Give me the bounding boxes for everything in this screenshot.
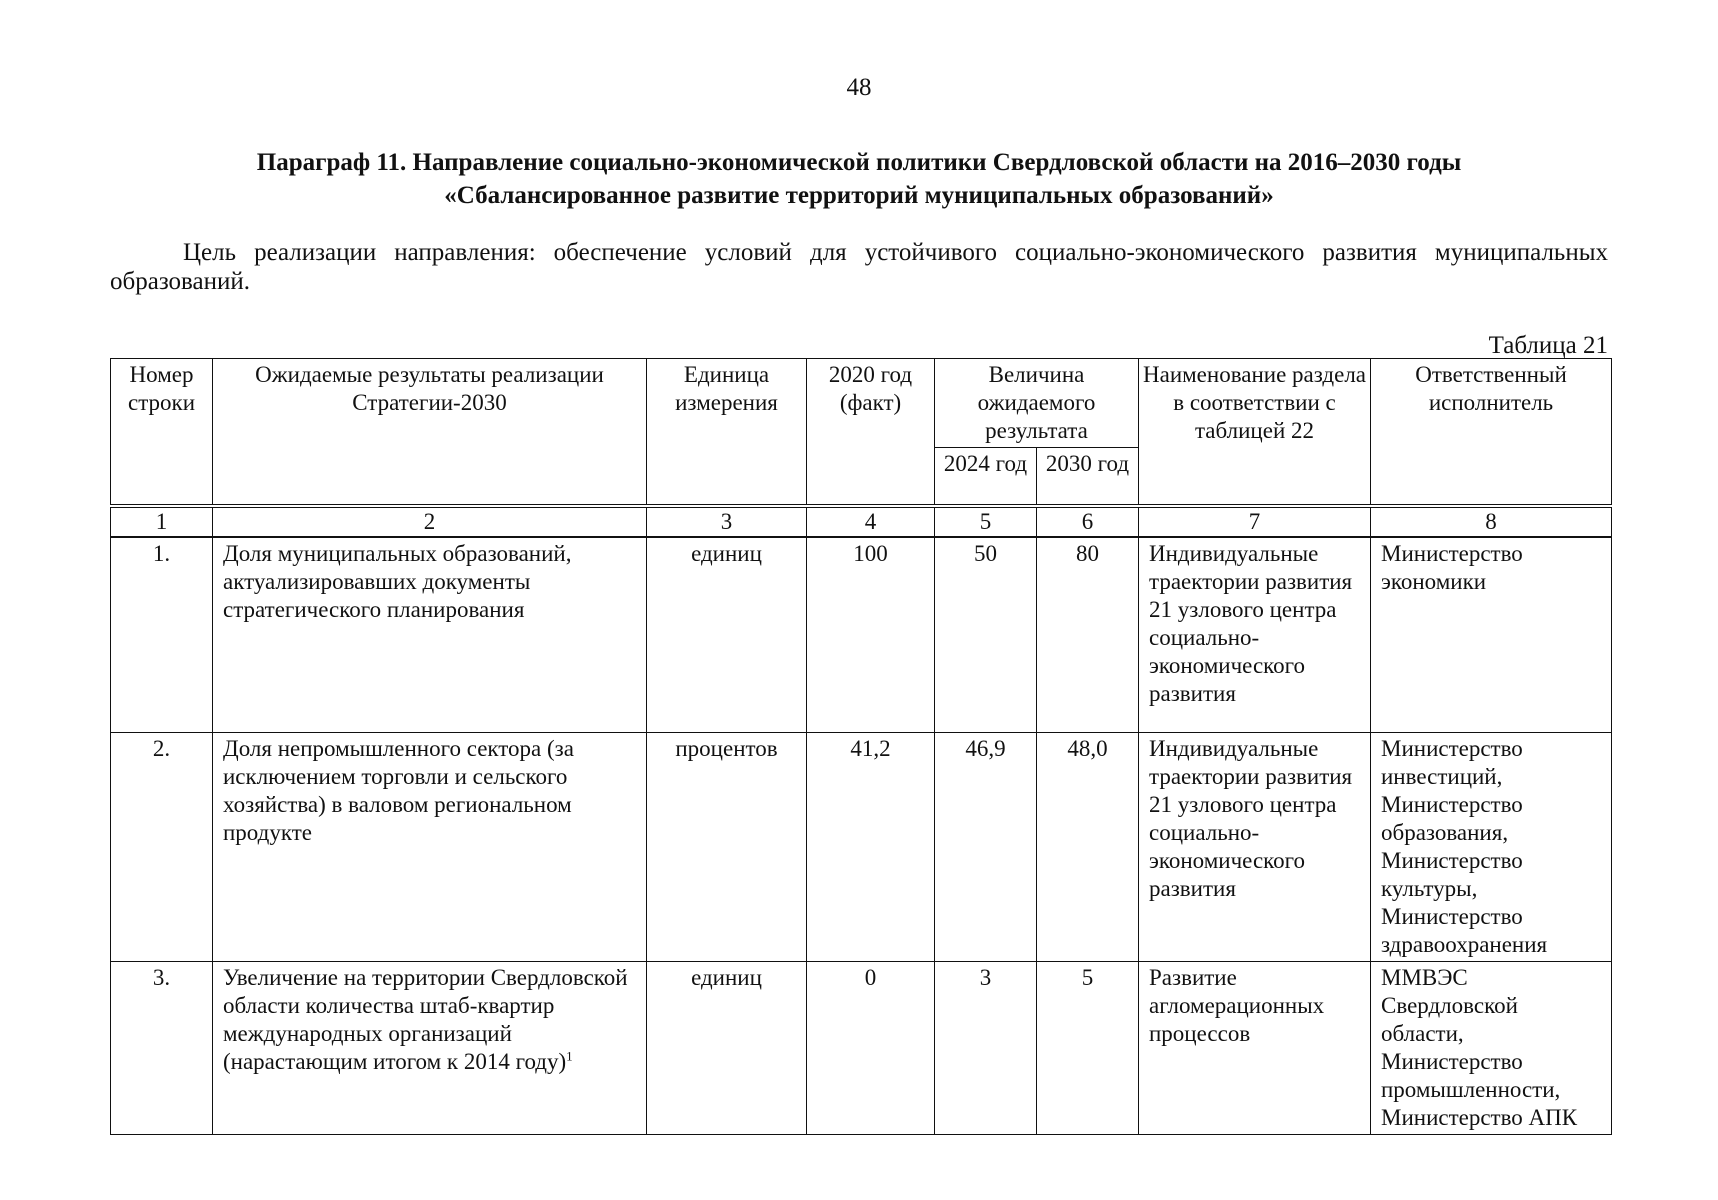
row-result-text: Увеличение на территории Свердловской области количества штаб-квартир международных организаций (нарастающим итогом к 2014 году) xyxy=(223,965,628,1074)
row-result: Доля муниципальных образований, актуализировавших документы стратегического планирования xyxy=(213,537,647,733)
table-row xyxy=(111,733,1612,962)
column-number: 8 xyxy=(1371,508,1612,538)
footnote-mark: 1 xyxy=(566,1048,573,1064)
row-number: 3. xyxy=(111,962,213,1135)
row-responsible: Министерство инвестиций, Министерство образования, Министерство культуры, Министерство здравоохранения xyxy=(1371,733,1612,962)
row-unit: единиц xyxy=(647,537,807,733)
header-responsible: Ответственный исполнитель xyxy=(1371,359,1612,505)
row-fact-2020: 41,2 xyxy=(807,733,935,962)
row-value-2024: 46,9 xyxy=(935,733,1037,962)
row-value-2024: 3 xyxy=(935,962,1037,1135)
header-fact-2020: 2020 год (факт) xyxy=(807,359,935,505)
page-number: 48 xyxy=(846,74,872,101)
row-section: Индивидуальные траектории развития 21 узлового центра социально-экономического развития xyxy=(1139,733,1371,962)
header-row-number: Номер строки xyxy=(111,359,213,505)
row-value-2030: 5 xyxy=(1037,962,1139,1135)
row-value-2024: 50 xyxy=(935,537,1037,733)
section-heading xyxy=(110,146,1608,212)
header-year-2024: 2024 год xyxy=(935,448,1037,505)
row-result: Доля непромышленного сектора (за исключением торговли и сельского хозяйства) в валовом региональном продукте xyxy=(213,733,647,962)
row-value-2030: 48,0 xyxy=(1037,733,1139,962)
row-value-2030: 80 xyxy=(1037,537,1139,733)
column-number: 6 xyxy=(1037,508,1139,538)
row-unit: единиц xyxy=(647,962,807,1135)
table-header-row xyxy=(111,359,1612,448)
header-expected-value: Величина ожидаемого результата xyxy=(935,359,1139,448)
header-section-name: Наименование раздела в соответствии с таблицей 22 xyxy=(1139,359,1371,505)
results-table xyxy=(110,358,1612,1135)
row-unit: процентов xyxy=(647,733,807,962)
header-expected-results: Ожидаемые результаты реализации Стратегии-2030 xyxy=(213,359,647,505)
column-number: 5 xyxy=(935,508,1037,538)
column-number: 1 xyxy=(111,508,213,538)
row-responsible: ММВЭС Свердловской области, Министерство промышленности, Министерство АПК xyxy=(1371,962,1612,1135)
column-number: 3 xyxy=(647,508,807,538)
header-unit: Единица измерения xyxy=(647,359,807,505)
column-number: 2 xyxy=(213,508,647,538)
row-fact-2020: 0 xyxy=(807,962,935,1135)
column-numbers-row xyxy=(111,508,1612,538)
heading-line-2: «Сбалансированное развитие территорий муниципальных образований» xyxy=(444,182,1274,209)
row-responsible: Министерство экономики xyxy=(1371,537,1612,733)
table-row xyxy=(111,962,1612,1135)
column-number: 4 xyxy=(807,508,935,538)
row-number: 1. xyxy=(111,537,213,733)
row-result xyxy=(213,962,647,1135)
table-row xyxy=(111,537,1612,733)
goal-paragraph: Цель реализации направления: обеспечение условий для устойчивого социально-экономического развития муниципальных образований. xyxy=(110,239,1608,295)
row-number: 2. xyxy=(111,733,213,962)
header-year-2030: 2030 год xyxy=(1037,448,1139,505)
row-section: Индивидуальные траектории развития 21 узлового центра социально-экономического развития xyxy=(1139,537,1371,733)
column-number: 7 xyxy=(1139,508,1371,538)
row-fact-2020: 100 xyxy=(807,537,935,733)
heading-line-1: Параграф 11. Направление социально-экономической политики Свердловской области на 2016–2030 годы xyxy=(256,149,1462,176)
table-caption: Таблица 21 xyxy=(1488,332,1608,359)
row-section: Развитие агломерационных процессов xyxy=(1139,962,1371,1135)
